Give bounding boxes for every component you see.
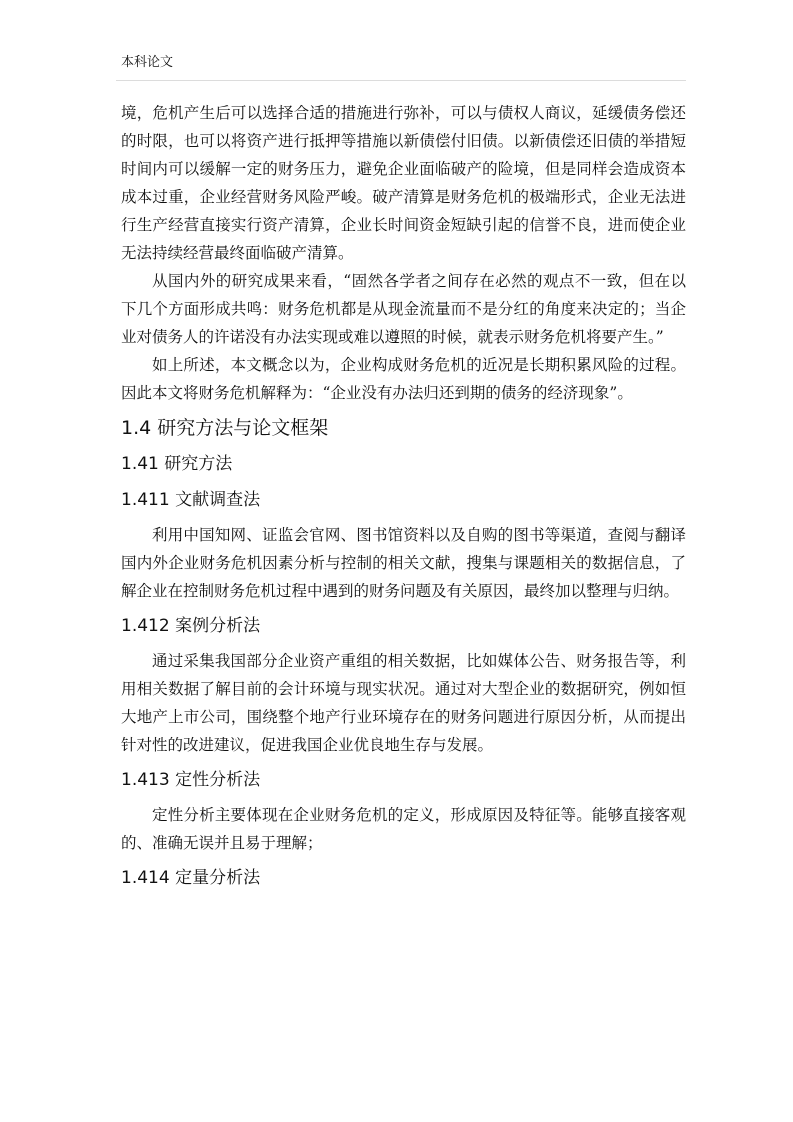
paragraph-research-consensus: 从国内外的研究成果来看，“固然各学者之间存在必然的观点不一致，但在以下几个方面形成共鸣：财务危机都是从现金流量而不是分红的角度来决定的；当企业对债务人的许诺没有办法实现或难以遵照的时候，就表示财务危机将要产生。”	[121, 272, 686, 346]
heading-1-411: 1.411 文献调查法	[121, 490, 261, 510]
header-divider	[116, 80, 686, 81]
document-body	[121, 99, 686, 899]
paragraph-crisis-definition: 如上所述，本文概念以为，企业构成财务危机的近况是长期积累风险的过程。因此本文将财务危机解释为：“企业没有办法归还到期的债务的经济现象”。	[121, 356, 686, 402]
heading-1-414: 1.414 定量分析法	[121, 868, 261, 888]
heading-1-4: 1.4 研究方法与论文框架	[121, 417, 329, 439]
paragraph-crisis-remedies: 境，危机产生后可以选择合适的措施进行弥补，可以与债权人商议，延缓债务偿还的时限，也可以将资产进行抵押等措施以新债偿付旧债。以新债偿还旧债的举措短时间内可以缓解一定的财务压力，避免企业面临破产的险境，但是同样会造成资本成本过重，企业经营财务风险严峻。破产清算是财务危机的极端形式，企业无法进行生产经营直接实行资产清算，企业长时间资金短缺引起的信誉不良，进而使企业无法持续经营最终面临破产清算。	[121, 104, 686, 262]
page-header: 本科论文	[121, 55, 174, 70]
paragraph-literature-survey: 利用中国知网、证监会官网、图书馆资料以及自购的图书等渠道，查阅与翻译国内外企业财务危机因素分析与控制的相关文献，搜集与课题相关的数据信息，了解企业在控制财务危机过程中遇到的财务问题及有关原因，最终加以整理与归纳。	[121, 526, 686, 600]
paragraph-case-analysis: 通过采集我国部分企业资产重组的相关数据，比如媒体公告、财务报告等，利用相关数据了解目前的会计环境与现实状况。通过对大型企业的数据研究，例如恒大地产上市公司，围绕整个地产行业环境存在的财务问题进行原因分析，从而提出针对性的改进建议，促进我国企业优良地生存与发展。	[121, 652, 686, 754]
heading-1-412: 1.412 案例分析法	[121, 616, 261, 636]
heading-1-41: 1.41 研究方法	[121, 454, 233, 474]
paragraph-qualitative-analysis: 定性分析主要体现在企业财务危机的定义，形成原因及特征等。能够直接客观的、准确无误并且易于理解；	[121, 806, 686, 852]
heading-1-413: 1.413 定性分析法	[121, 770, 261, 790]
